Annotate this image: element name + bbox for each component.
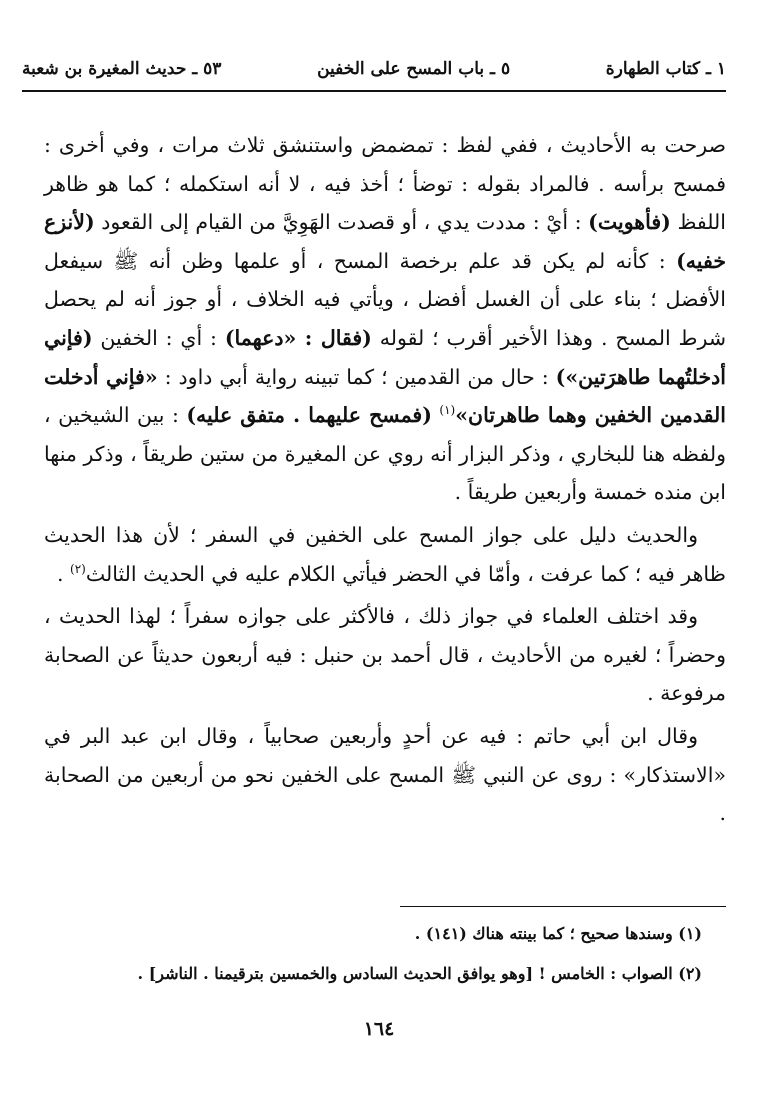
paragraph bbox=[44, 717, 726, 833]
commentary-text: وقد اختلف العلماء في جواز ذلك ، فالأكثر على جوازه سفراً ؛ لهذا الحديث ، وحضراً ؛ لغيره من الأحاديث ، قال أحمد بن حنبل : فيه أربعون حديثاً عن الصحابة مرفوعة . bbox=[44, 604, 726, 706]
quoted-hadith-text: «فإني أدخلت القدمين الخفين وهما طاهرتان» bbox=[44, 364, 726, 428]
commentary-text: صرحت به الأحاديث ، ففي لفظ : تمضمض واستنشق ثلاث مرات ، وفي أخرى : فمسح برأسه . فالمراد بقوله : توضأ ؛ أخذ فيه ، لا أنه استكمله ؛ كما هو ظاهر اللفظ bbox=[44, 133, 727, 235]
commentary-text: والحديث دليل على جواز المسح على الخفين في السفر ؛ لأن هذا الحديث ظاهر فيه ؛ كما عرفت ، وأمّا في الحضر فيأتي الكلام عليه في الحديث الثالث bbox=[44, 522, 726, 586]
quoted-hadith-text: (فقال : «دعهما) bbox=[224, 325, 372, 350]
footnote-1: (١) وسندها صحيح ؛ كما بينته هناك (١٤١) . bbox=[414, 924, 702, 943]
quoted-hadith-text: (فإني أدخلتُهما طاهرَتين») bbox=[44, 325, 726, 389]
quoted-hadith-text: (فمسح عليهما . متفق عليه) bbox=[186, 403, 432, 428]
footnotes bbox=[44, 914, 702, 994]
commentary-text: : أيْ : مددت يدي ، أو قصدت الهَوِيَّ من القيام إلى القعود bbox=[94, 210, 589, 235]
footnote-marker: (١) bbox=[439, 403, 456, 418]
commentary-text: : بين الشيخين ، ولفظه هنا للبخاري ، وذكر البزار أنه روي عن المغيرة من ستين طريقاً ، وذكر منها ابن منده خمسة وأربعين طريقاً . bbox=[44, 403, 726, 505]
header-chapter-title: ٥ ـ باب المسح على الخفين bbox=[317, 59, 511, 79]
quoted-hadith-text: (لأنزع خفيه) bbox=[44, 210, 726, 273]
quoted-hadith-text: (فأهويت) bbox=[588, 210, 671, 235]
commentary-text: : كأنه لم يكن قد علم برخصة المسح ، أو علمها وظن أنه ﷺ سيفعل الأفضل ؛ بناء على أن الغسل أفضل ، ويأتي فيه الخلاف ، أو جوز أنه لم يحصل شرط المسح . وهذا الأخير أقرب ؛ لقوله bbox=[44, 248, 726, 350]
commentary-text: : حال من القدمين ؛ كما تبينه رواية أبي داود : bbox=[157, 364, 556, 389]
header-divider bbox=[22, 90, 726, 92]
footnote-divider bbox=[400, 906, 726, 907]
paragraph bbox=[44, 597, 726, 713]
header-book-title: ١ ـ كتاب الطهارة bbox=[605, 59, 726, 79]
paragraph bbox=[44, 126, 726, 512]
commentary-text: . bbox=[56, 561, 71, 586]
page-number: ١٦٤ bbox=[363, 1018, 395, 1040]
footnote-marker: (٢) bbox=[70, 561, 86, 576]
header-hadith-title: ٥٣ ـ حديث المغيرة بن شعبة bbox=[22, 59, 222, 79]
main-text bbox=[44, 126, 726, 837]
footnote-2: (٢) الصواب : الخامس ! [وهو يوافق الحديث السادس والخمسين بترقيمنا . الناشر] . bbox=[137, 964, 702, 983]
running-header bbox=[22, 52, 726, 86]
commentary-text: وقال ابن أبي حاتم : فيه عن أحدٍ وأربعين صحابياً ، وقال ابن عبد البر في «الاستذكار» : روى عن النبي ﷺ المسح على الخفين نحو من أربعين من الصحابة . bbox=[44, 723, 726, 826]
paragraph bbox=[44, 516, 726, 593]
commentary-text: : أي : الخفين bbox=[92, 325, 225, 350]
